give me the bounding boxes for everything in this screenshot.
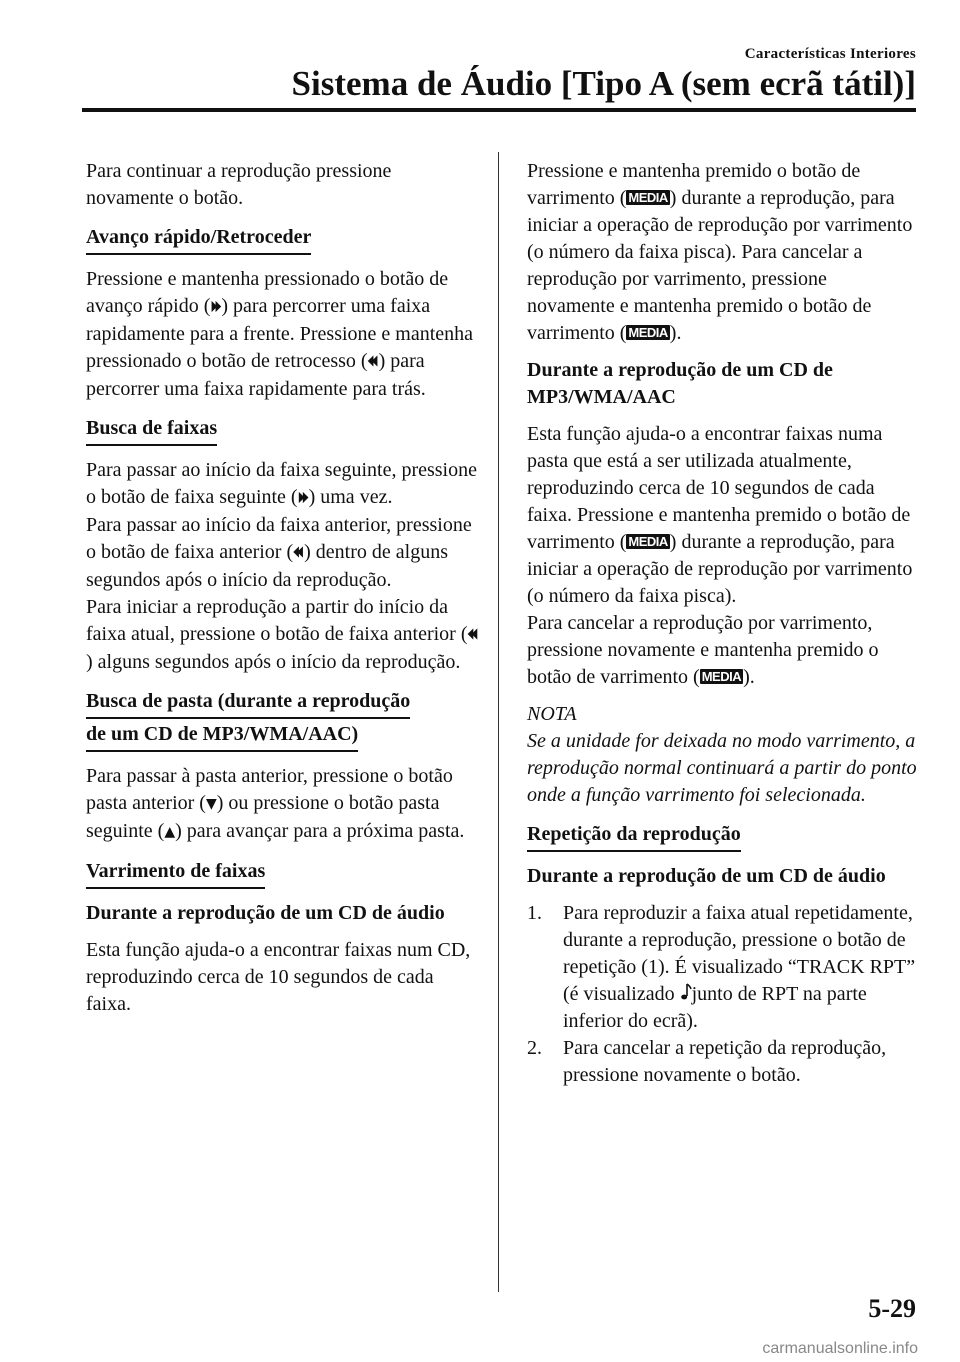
note-text: Se a unidade for deixada no modo varrimento, a reprodução normal continuará a partir do ponto onde a função varrimento foi selecionada. (527, 730, 917, 806)
music-note-icon (680, 982, 692, 1002)
heading-repeticao: Repetição da reprodução (527, 821, 741, 852)
media-button-icon: MEDIA (628, 190, 668, 205)
column-divider (498, 152, 499, 1292)
paragraph-pasta: Para passar à pasta anterior, pressione o botão pasta anterior (▼ ) ou pressione o botão pasta seguinte (▲ ) para avançar para a próxima pasta. (86, 763, 480, 846)
fast-forward-icon: ⏵⏵ (210, 299, 219, 315)
media-button-icon: MEDIA (701, 669, 742, 684)
subheading-cd-audio-repeat: Durante a reprodução de um CD de áudio (527, 865, 886, 887)
heading-busca-pasta: Busca de pasta (durante a reprodução (86, 688, 410, 719)
folder-up-icon: ▲ (164, 824, 173, 840)
paragraph-scan-mp3: Esta função ajuda-o a encontrar faixas numa pasta que está a ser utilizada atualmente, reproduzindo cerca de 10 segundos de cada faixa. Pressione e mantenha premido o botão de varrimento ( MEDIA ) durante a reprodução, para iniciar a operação de reprodução por varrimento (o número da faixa pisca). Para cancelar a reprodução por varrimento, pressione novamente e mantenha premido o botão de varrimento ( MEDIA ). (527, 423, 913, 688)
folder-down-icon: ▼ (205, 796, 214, 812)
paragraph-busca: Para passar ao início da faixa seguinte, pressione o botão de faixa seguinte (⏵⏵ ) uma vez. Para passar ao início da faixa anterior, pressione o botão de faixa anterior (⏴⏴ ) dentro de alguns segundos após o início da reprodução. Para iniciar a reprodução a partir do início da faixa atual, pressione o botão de faixa anterior (⏴⏴) alguns segundos após o início da reprodução. (86, 459, 477, 673)
heading-busca-faixas: Busca de faixas (86, 415, 217, 446)
section-label: Características Interiores (744, 46, 916, 62)
heading-varrimento: Varrimento de faixas (86, 858, 265, 889)
subheading-cd-audio: Durante a reprodução de um CD de áudio (86, 902, 445, 924)
note-label: NOTA (527, 703, 577, 725)
subheading-mp3: Durante a reprodução de um CD de MP3/WMA/AAC (527, 359, 833, 408)
media-button-icon: MEDIA (628, 325, 668, 340)
paragraph: Para continuar a reprodução pressione novamente o botão. (86, 160, 392, 209)
page-title: Sistema de Áudio [Tipo A (sem ecrã tátil)] (291, 64, 916, 103)
heading-busca-pasta-cont: de um CD de MP3/WMA/AAC) (86, 721, 358, 752)
right-column (527, 158, 917, 1089)
rewind-icon: ⏴⏴ (467, 627, 476, 643)
list-number: 2. (527, 1037, 542, 1059)
rewind-icon: ⏴⏴ (293, 545, 302, 561)
paragraph-avanco: Pressione e mantenha pressionado o botão de avanço rápido (⏵⏵ ) para percorrer uma faixa rapidamente para a frente. Pressione e mantenha pressionado o botão de retrocesso (⏴⏴ ) para percorrer uma faixa rapidamente para trás. (86, 268, 474, 400)
paragraph-scan: Pressione e mantenha premido o botão de varrimento ( MEDIA ) durante a reprodução, para iniciar a operação de reprodução por varrimento (o número da faixa pisca). Para cancelar a reprodução por varrimento, pressione novamente e mantenha premido o botão de varrimento ( MEDIA ). (527, 160, 913, 344)
page-number: 5-29 (868, 1294, 916, 1323)
left-column (86, 158, 480, 1028)
watermark: carmanualsonline.info (762, 1340, 918, 1357)
heading-avanco: Avanço rápido/Retroceder (86, 224, 311, 255)
header-rule (82, 108, 916, 112)
list-item: 1. Para reproduzir a faixa atual repetidamente, durante a reprodução, pressione o botão de repetição (1). É visualizado “TRACK RPT” (é visualizado junto de RPT na parte inferior do ecrã). (527, 902, 916, 1032)
paragraph-varrimento: Esta função ajuda-o a encontrar faixas num CD, reproduzindo cerca de 10 segundos de cada faixa. (86, 939, 471, 1015)
media-button-icon: MEDIA (628, 534, 668, 549)
rewind-icon: ⏴⏴ (367, 354, 376, 370)
list-item: 2. Para cancelar a repetição da reprodução, pressione novamente o botão. (527, 1037, 887, 1086)
fast-forward-icon: ⏵⏵ (297, 490, 306, 506)
list-number: 1. (527, 902, 542, 924)
